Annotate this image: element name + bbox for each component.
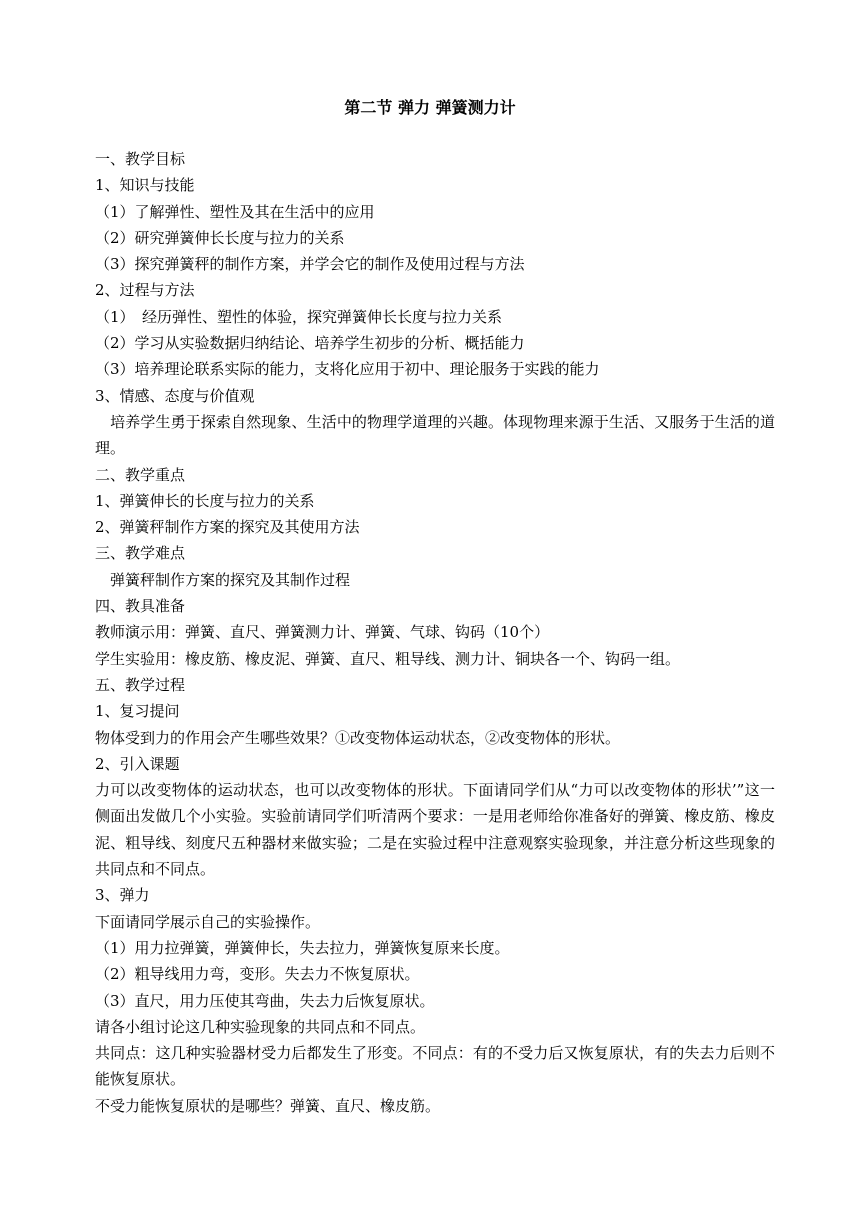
subheading-elastic-force: 3、弹力	[95, 886, 150, 905]
list-item: （3）直尺，用力压使其弯曲，失去力后恢复原状。	[95, 991, 435, 1010]
list-item: （1）用力拉弹簧，弹簧伸长，失去拉力，弹簧恢复原来长度。	[95, 938, 510, 957]
paragraph: 不受力能恢复原状的是哪些？弹簧、直尺、橡皮筋。	[95, 1096, 441, 1115]
list-item: （1） 经历弹性、塑性的体验，探究弹簧伸长长度与拉力关系	[95, 307, 503, 326]
list-item: （2）学习从实验数据归纳结论、培养学生初步的分析、概括能力	[95, 334, 525, 353]
document-body	[95, 146, 775, 1119]
subheading-knowledge-skills: 1、知识与技能	[95, 176, 195, 195]
paragraph: 共同点：这几种实验器材受力后都发生了形变。不同点：有的不受力后又恢复原状，有的失去力后则不能恢复原状。	[95, 1044, 775, 1089]
paragraph: 培养学生勇于探索自然现象、生活中的物理学道理的兴趣。体现物理来源于生活、又服务于生活的道理。	[95, 412, 775, 458]
list-item: （3）探究弹簧秤的制作方案，并学会它的制作及使用过程与方法	[95, 255, 525, 274]
list-item: （2）研究弹簧伸长长度与拉力的关系	[95, 228, 345, 247]
subheading-process-methods: 2、过程与方法	[95, 281, 195, 300]
list-item: 1、弹簧伸长的长度与拉力的关系	[95, 491, 315, 510]
section-heading-objectives: 一、教学目标	[95, 150, 186, 168]
paragraph: 学生实验用：橡皮筋、橡皮泥、弹簧、直尺、粗导线、测力计、铜块各一个、钩码一组。	[95, 649, 681, 668]
subheading-introduction: 2、引入课题	[95, 754, 180, 773]
list-item: （1）了解弹性、塑性及其在生活中的应用	[95, 202, 375, 221]
paragraph: 下面请同学展示自己的实验操作。	[95, 912, 321, 931]
section-heading-process: 五、教学过程	[95, 675, 186, 694]
subheading-emotion-values: 3、情感、态度与价值观	[95, 386, 255, 405]
list-item: 2、弹簧秤制作方案的探究及其使用方法	[95, 518, 360, 537]
subheading-review: 1、复习提问	[95, 702, 180, 721]
paragraph: 物体受到力的作用会产生哪些效果？①改变物体运动状态，②改变物体的形状。	[95, 728, 621, 747]
section-heading-materials: 四、教具准备	[95, 597, 186, 616]
paragraph: 弹簧秤制作方案的探究及其制作过程	[95, 570, 351, 589]
list-item: （3）培养理论联系实际的能力，支将化应用于初中、理论服务于实践的能力	[95, 360, 600, 379]
section-heading-difficulties: 三、教学难点	[95, 544, 186, 563]
paragraph: 教师演示用：弹簧、直尺、弹簧测力计、弹簧、气球、钩码（10个）	[95, 623, 550, 642]
section-heading-key-points: 二、教学重点	[95, 465, 186, 484]
list-item: （2）粗导线用力弯，变形。失去力不恢复原状。	[95, 965, 420, 984]
paragraph: 力可以改变物体的运动状态，也可以改变物体的形状。下面请同学们从“力可以改变物体的形状’”这一侧面出发做几个小实验。实验前请同学们听清两个要求：一是用老师给你准备好的弹簧、橡皮筋、橡皮泥、粗导线、刻度尺五种器材来做实验；二是在实验过程中注意观察实验现象，并注意分析这些现象的共同点和不同点。	[95, 781, 775, 879]
paragraph: 请各小组讨论这几种实验现象的共同点和不同点。	[95, 1017, 426, 1036]
document-title: 第二节 弹力 弹簧测力计	[344, 98, 516, 117]
